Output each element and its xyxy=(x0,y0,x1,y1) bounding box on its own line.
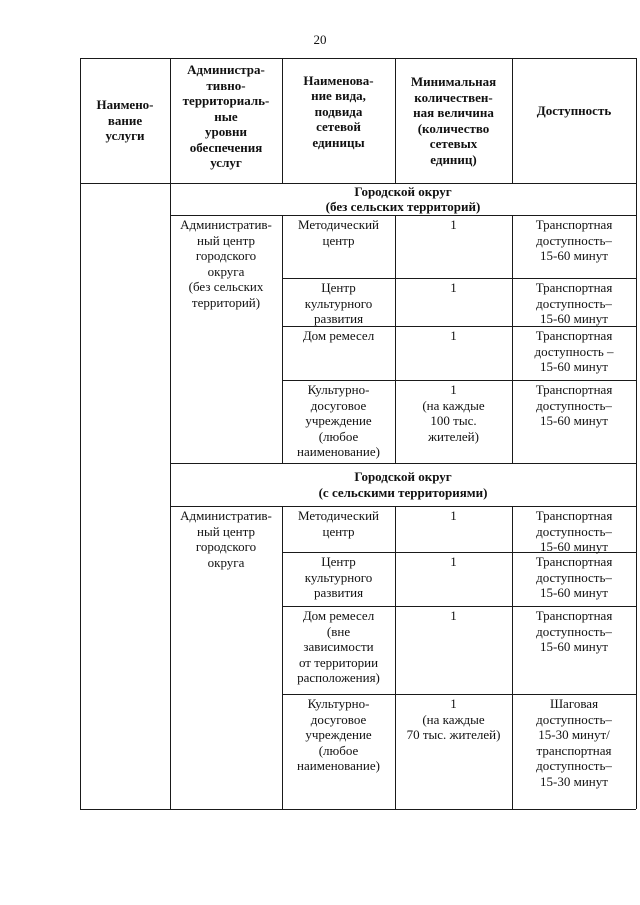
min-quantity-cell-line: 1 xyxy=(450,508,457,523)
min-quantity-cell xyxy=(395,280,512,296)
admin-center-cell-line: городского xyxy=(195,539,257,554)
header-min-quantity-line: ная величина xyxy=(413,105,494,120)
network-unit-cell xyxy=(282,328,395,344)
network-unit-cell-line: центр xyxy=(322,523,355,539)
header-min-quantity-line: сетевых xyxy=(429,136,478,151)
network-unit-cell-line: учреждение xyxy=(305,727,372,742)
header-admin-levels-line: Администра- xyxy=(187,62,265,77)
network-unit-cell xyxy=(282,280,395,327)
min-quantity-cell-line: 1 xyxy=(450,696,457,711)
accessibility-cell-line: 15-60 минут xyxy=(540,413,608,428)
min-quantity-cell-line: жителей) xyxy=(428,428,479,444)
network-unit-cell xyxy=(282,508,395,539)
min-quantity-cell xyxy=(395,217,512,233)
min-quantity-cell-line: (на каждые xyxy=(422,711,485,727)
header-service-name-line: вание xyxy=(107,112,143,128)
network-unit-cell xyxy=(282,608,395,686)
section-title-line: Городской округ xyxy=(354,183,452,199)
network-unit-cell-line: Методический xyxy=(298,217,379,232)
accessibility-cell-line: Транспортная xyxy=(535,217,613,232)
accessibility-cell xyxy=(512,280,636,327)
accessibility-cell xyxy=(512,328,636,375)
accessibility-cell xyxy=(512,608,636,655)
admin-center-cell-line: (без сельских xyxy=(188,279,264,294)
header-admin-levels-line: обеспечения xyxy=(189,139,263,155)
min-quantity-cell-line: 1 xyxy=(450,608,457,623)
header-min-quantity-line: Минимальная xyxy=(410,74,497,89)
accessibility-cell-line: 15-60 минут xyxy=(540,539,608,554)
network-unit-cell-line: (вне xyxy=(326,623,351,639)
min-quantity-cell-line: 100 тыс. xyxy=(430,413,477,428)
min-quantity-cell xyxy=(395,554,512,570)
header-admin-levels-line: ные xyxy=(214,108,238,124)
network-unit-cell-line: наименование) xyxy=(297,444,380,459)
accessibility-cell-line: доступность – xyxy=(534,343,614,359)
min-quantity-cell-line: 1 xyxy=(450,382,457,397)
accessibility-cell xyxy=(512,508,636,555)
admin-center-cell-line: ный центр xyxy=(197,232,255,248)
admin-center-cell-line: городского xyxy=(195,248,257,263)
accessibility-cell-line: доступность– xyxy=(536,295,612,311)
network-unit-cell-line: Методический xyxy=(298,508,379,523)
min-quantity-cell-line: 1 xyxy=(450,280,457,295)
table-horizontal-rule xyxy=(80,809,636,810)
admin-center-cell-line: округа xyxy=(207,263,245,279)
accessibility-cell xyxy=(512,217,636,264)
accessibility-cell-line: Шаговая xyxy=(549,696,599,711)
header-admin-levels-line: услуг xyxy=(210,155,242,170)
accessibility-cell-line: Транспортная xyxy=(535,328,613,343)
header-network-unit-type-line: ние вида, xyxy=(311,88,366,104)
section-title-line: (без сельских территорий) xyxy=(325,199,481,214)
network-unit-cell-line: Культурно- xyxy=(307,382,370,397)
header-admin-levels-line: тивно- xyxy=(206,77,246,93)
table-vertical-rule xyxy=(636,58,637,809)
network-unit-cell-line: развития xyxy=(313,585,364,600)
network-unit-cell-line: культурного xyxy=(304,569,373,585)
network-unit-cell-line: центр xyxy=(322,232,355,248)
accessibility-cell-line: Транспортная xyxy=(535,608,613,623)
accessibility-cell-line: 15-30 минут xyxy=(540,773,608,789)
network-unit-cell-line: (любое xyxy=(318,428,359,444)
accessibility-cell-line: доступность– xyxy=(536,569,612,585)
min-quantity-cell xyxy=(395,608,512,624)
admin-center-cell-line: округа xyxy=(207,554,245,570)
min-quantity-cell xyxy=(395,696,512,743)
min-quantity-cell-line: (на каждые xyxy=(422,397,485,413)
network-unit-cell-line: досуговое xyxy=(310,397,367,413)
accessibility-cell-line: доступность– xyxy=(536,397,612,413)
accessibility-cell xyxy=(512,382,636,429)
accessibility-cell xyxy=(512,554,636,601)
admin-center-cell-line: Административ- xyxy=(180,217,272,232)
accessibility-cell-line: Транспортная xyxy=(535,382,613,397)
network-unit-cell-line: Центр xyxy=(321,280,356,295)
network-unit-cell-line: наименование) xyxy=(297,758,380,773)
network-unit-cell-line: Дом ремесел xyxy=(302,328,375,343)
accessibility-cell-line: доступность– xyxy=(536,523,612,539)
network-unit-cell-line: Культурно- xyxy=(307,696,370,711)
accessibility-cell-line: 15-60 минут xyxy=(540,248,608,263)
network-unit-cell xyxy=(282,554,395,601)
section-title xyxy=(170,463,636,506)
network-unit-cell-line: (любое xyxy=(318,742,359,758)
admin-center-cell xyxy=(170,217,282,310)
accessibility-cell-line: доступность– xyxy=(536,758,612,773)
min-quantity-cell-line: 1 xyxy=(450,554,457,569)
header-accessibility-line: Доступность xyxy=(536,102,612,118)
header-min-quantity xyxy=(395,58,512,183)
header-admin-levels-line: уровни xyxy=(205,124,247,139)
header-admin-levels-line: территориаль- xyxy=(182,93,270,108)
accessibility-cell-line: доступность– xyxy=(536,623,612,639)
accessibility-cell-line: 15-60 минут xyxy=(540,359,608,374)
network-unit-cell-line: расположения) xyxy=(297,670,380,685)
network-unit-cell-line: досуговое xyxy=(310,711,367,727)
network-unit-cell-line: Центр xyxy=(321,554,356,569)
accessibility-cell xyxy=(512,696,636,789)
network-unit-cell-line: учреждение xyxy=(305,413,372,428)
min-quantity-cell-line: 1 xyxy=(450,328,457,343)
admin-center-cell-line: Административ- xyxy=(180,508,272,523)
network-unit-cell xyxy=(282,217,395,248)
accessibility-cell-line: Транспортная xyxy=(535,554,613,569)
admin-center-cell-line: территорий) xyxy=(191,294,261,310)
accessibility-cell-line: 15-60 минут xyxy=(540,639,608,654)
accessibility-cell-line: 15-60 минут xyxy=(540,311,608,326)
accessibility-cell-line: 15-60 минут xyxy=(540,585,608,600)
header-network-unit-type-line: подвида xyxy=(314,103,363,119)
network-unit-cell xyxy=(282,696,395,774)
admin-center-cell xyxy=(170,508,282,570)
header-accessibility xyxy=(512,58,636,163)
header-min-quantity-line: единиц) xyxy=(430,151,477,167)
network-unit-cell-line: от территории xyxy=(298,654,379,670)
min-quantity-cell xyxy=(395,508,512,524)
service-standards-table xyxy=(80,58,636,809)
page-number: 20 xyxy=(313,32,327,47)
accessibility-cell-line: Транспортная xyxy=(535,508,613,523)
admin-center-cell-line: ный центр xyxy=(197,523,255,539)
network-unit-cell-line: развития xyxy=(313,311,364,326)
header-service-name-line: Наимено- xyxy=(96,97,154,113)
section-title-line: (с сельскими территориями) xyxy=(318,484,488,500)
section-title xyxy=(170,183,636,215)
header-min-quantity-line: (количество xyxy=(417,120,490,136)
min-quantity-cell-line: 70 тыс. жителей) xyxy=(406,727,501,742)
network-unit-cell-line: культурного xyxy=(304,295,373,311)
min-quantity-cell xyxy=(395,382,512,444)
accessibility-cell-line: транспортная xyxy=(536,742,612,758)
header-network-unit-type xyxy=(282,58,395,165)
accessibility-cell-line: Транспортная xyxy=(535,280,613,295)
header-service-name xyxy=(80,58,170,183)
header-min-quantity-line: количествен- xyxy=(414,89,493,105)
network-unit-cell-line: зависимости xyxy=(303,639,374,654)
network-unit-cell xyxy=(282,382,395,460)
network-unit-cell-line: Дом ремесел xyxy=(302,608,375,623)
header-admin-levels xyxy=(170,62,282,183)
header-network-unit-type-line: единицы xyxy=(312,134,365,150)
accessibility-cell-line: доступность– xyxy=(536,711,612,727)
header-service-name-line: услуги xyxy=(105,128,145,144)
accessibility-cell-line: 15-30 минут/ xyxy=(538,727,610,742)
section-title-line: Городской округ xyxy=(354,469,452,484)
accessibility-cell-line: доступность– xyxy=(536,232,612,248)
min-quantity-cell xyxy=(395,328,512,344)
min-quantity-cell-line: 1 xyxy=(450,217,457,232)
header-network-unit-type-line: сетевой xyxy=(316,119,361,135)
header-network-unit-type-line: Наименова- xyxy=(303,72,374,88)
